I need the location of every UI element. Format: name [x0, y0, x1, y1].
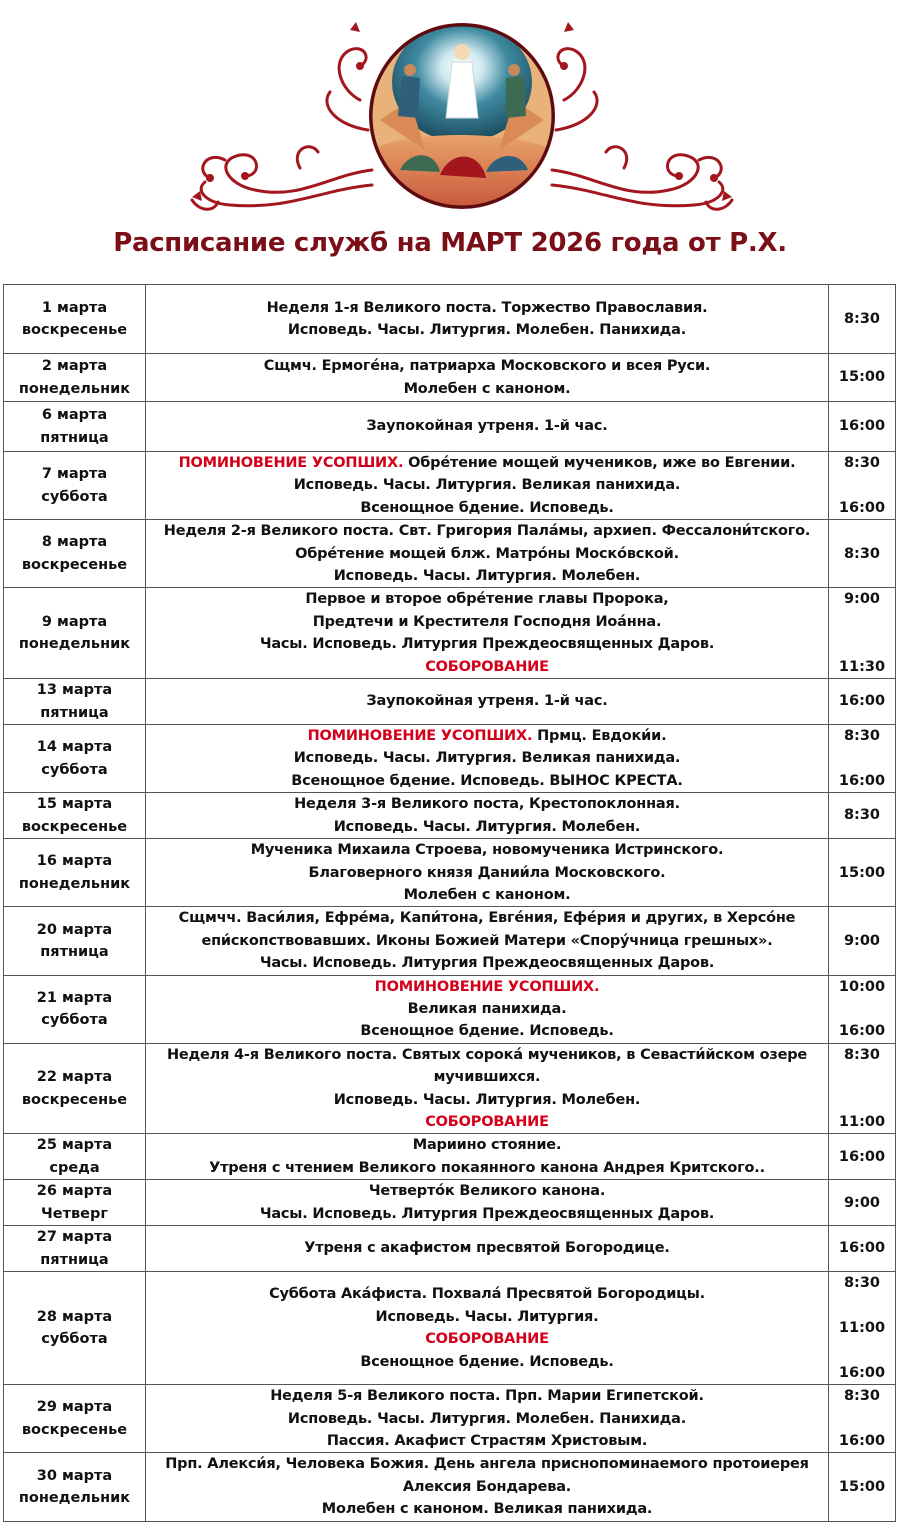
time-cell [829, 1043, 896, 1134]
time-text: 8:30 [843, 310, 881, 327]
service-text: Исповедь. Часы. Литургия. Молебен. Панихида. [287, 1410, 687, 1427]
service-text: Всенощное бдение. Исповедь. [360, 499, 614, 516]
schedule-row [4, 793, 896, 839]
weekday-text: суббота [41, 488, 108, 505]
service-line [146, 588, 828, 610]
time-cell [829, 1134, 896, 1180]
date-cell [4, 679, 146, 725]
time-text: 16:00 [838, 1240, 886, 1257]
service-line [146, 907, 828, 929]
time-cell [829, 975, 896, 1043]
date-text: 21 марта [36, 989, 113, 1006]
service-line [146, 998, 828, 1020]
date-text: 13 марта [36, 682, 113, 699]
service-line [146, 1408, 828, 1430]
time-text [829, 747, 895, 769]
service-text: Молебен с каноном. [403, 380, 571, 397]
service-line [146, 839, 828, 861]
service-line [146, 378, 828, 400]
service-text: Мариино стояние. [412, 1137, 562, 1154]
service-line [146, 1044, 828, 1066]
time-cell [829, 1453, 896, 1521]
service-line [146, 415, 828, 437]
time-text [829, 1295, 895, 1317]
time-text [829, 998, 895, 1020]
date-cell [4, 1385, 146, 1453]
service-text: Алексия Бондарева. [402, 1478, 572, 1495]
highlight-text: СОБОРОВАНИЕ [425, 1331, 549, 1348]
time-text: 16:00 [838, 1364, 886, 1381]
weekday-text: воскресенье [21, 818, 128, 835]
service-line [146, 862, 828, 884]
service-text: Предтечи и Крестителя Господня Иоáнна. [312, 613, 662, 630]
weekday-text: воскресенье [21, 556, 128, 573]
weekday-text: суббота [41, 1012, 108, 1029]
time-text [829, 1408, 895, 1430]
service-text: Обрéтение мощей блж. Матрóны Москóвской. [295, 545, 679, 562]
date-text: 27 марта [36, 1229, 113, 1246]
weekday-text: воскресенье [21, 1421, 128, 1438]
weekday-text: суббота [41, 761, 108, 778]
service-line [146, 1498, 828, 1520]
service-text: Исповедь. Часы. Литургия. Молебен. [333, 818, 641, 835]
time-text: 16:00 [838, 1432, 886, 1449]
service-description [146, 679, 829, 725]
service-line [146, 1157, 828, 1179]
schedule-row [4, 725, 896, 793]
service-text: Первое и второе обрéтение главы Пророка, [305, 591, 669, 608]
service-text: Всенощное бдение. Исповедь. ВЫНОС КРЕСТА. [291, 772, 683, 789]
service-description [146, 402, 829, 452]
date-cell [4, 452, 146, 520]
header [0, 0, 900, 282]
service-description [146, 839, 829, 907]
date-text: 8 марта [41, 534, 108, 551]
service-text: Молебен с каноном. [403, 886, 571, 903]
schedule-row [4, 1453, 896, 1521]
scroll-ornament-left-icon [192, 49, 372, 210]
time-text: 15:00 [838, 864, 886, 881]
date-text: 22 марта [36, 1069, 113, 1086]
date-text: 25 марта [36, 1137, 113, 1154]
schedule-body [4, 285, 896, 1522]
time-text: 9:00 [843, 1194, 881, 1211]
service-line [146, 1283, 828, 1305]
time-cell [829, 1272, 896, 1385]
service-text: Неделя 4-я Великого поста. Святых сорокá мучеников, в Севасти́йском озере [166, 1046, 808, 1063]
time-cell [829, 402, 896, 452]
service-text: Исповедь. Часы. Литургия. [375, 1308, 599, 1325]
service-description [146, 354, 829, 402]
weekday-text: пятница [40, 943, 109, 960]
weekday-text: воскресенье [21, 322, 128, 338]
service-description [146, 1180, 829, 1226]
highlight-text: ПОМИНОВЕНИЕ УСОПШИХ. [307, 728, 533, 745]
icon-ornament-header [0, 0, 900, 230]
service-description [146, 907, 829, 975]
highlight-text: ПОМИНОВЕНИЕ УСОПШИХ. [374, 978, 600, 995]
time-text: 8:30 [843, 545, 881, 562]
time-text: 9:00 [843, 932, 881, 949]
service-line [146, 1066, 828, 1088]
date-cell [4, 1453, 146, 1521]
date-text: 14 марта [36, 739, 113, 756]
service-text: Великая панихида. [407, 1000, 567, 1017]
date-text: 20 марта [36, 921, 113, 938]
service-description [146, 452, 829, 520]
service-line [146, 656, 828, 678]
service-text: Обрéтение мощей мучеников, иже во Евгении. [403, 455, 796, 471]
date-cell [4, 793, 146, 839]
date-text: 28 марта [36, 1308, 113, 1325]
schedule-row [4, 1272, 896, 1385]
schedule-row [4, 679, 896, 725]
service-text: Неделя 1-я Великого поста. Торжество Православия. [266, 299, 708, 316]
weekday-text: воскресенье [21, 1091, 128, 1108]
service-text: Сщмч. Ермогéна, патриарха Московского и всея Руси. [263, 358, 711, 375]
date-cell [4, 354, 146, 402]
schedule-row [4, 839, 896, 907]
time-text: 16:00 [838, 499, 886, 516]
service-line [146, 319, 828, 341]
service-description [146, 1453, 829, 1521]
service-line [146, 355, 828, 377]
service-line [146, 297, 828, 319]
time-cell [829, 793, 896, 839]
date-cell [4, 1226, 146, 1272]
service-line [146, 690, 828, 712]
service-line [146, 543, 828, 565]
date-cell [4, 1134, 146, 1180]
date-text: 6 марта [41, 407, 108, 424]
time-text: 15:00 [838, 369, 886, 386]
time-text [829, 1339, 895, 1361]
service-line [146, 884, 828, 906]
date-cell [4, 975, 146, 1043]
service-line [146, 1089, 828, 1111]
service-text: Всенощное бдение. Исповедь. [360, 1353, 614, 1370]
time-text: 8:30 [843, 1388, 881, 1405]
date-cell [4, 1180, 146, 1226]
service-text: мучившихся. [433, 1069, 541, 1086]
weekday-text: пятница [40, 704, 109, 721]
service-line [146, 952, 828, 974]
service-line [146, 1453, 828, 1475]
service-description [146, 1385, 829, 1453]
service-text: Исповедь. Часы. Литургия. Молебен. [333, 1091, 641, 1108]
service-text: Четвертóк Великого канона. [368, 1183, 606, 1200]
time-cell [829, 839, 896, 907]
service-line [146, 1237, 828, 1259]
service-line [146, 1020, 828, 1042]
time-cell [829, 588, 896, 679]
service-description [146, 520, 829, 588]
time-text: 9:00 [843, 591, 881, 608]
service-line [146, 1430, 828, 1452]
schedule-row [4, 907, 896, 975]
date-text: 1 марта [41, 299, 108, 316]
weekday-text: пятница [40, 1251, 109, 1268]
service-text: Мученика Михаила Строева, новомученика Истринского. [250, 842, 724, 859]
time-text [829, 633, 895, 655]
schedule-row [4, 452, 896, 520]
schedule-row [4, 1385, 896, 1453]
service-text: Суббота Акáфиста. Похвалá Пресвятой Богородицы. [269, 1286, 705, 1303]
service-line [146, 1306, 828, 1328]
service-line [146, 793, 828, 815]
service-text: Всенощное бдение. Исповедь. [360, 1023, 614, 1040]
weekday-text: среда [49, 1159, 100, 1176]
date-cell [4, 588, 146, 679]
service-description [146, 285, 829, 354]
schedule-row [4, 1226, 896, 1272]
weekday-text: понедельник [18, 380, 131, 397]
schedule-row [4, 1180, 896, 1226]
time-text: 11:00 [838, 1319, 886, 1336]
service-text: Сщмчч. Васи́лия, Ефрéма, Капи́тона, Евгéния, Ефéрия и других, в Херсóне [178, 910, 796, 927]
service-description [146, 725, 829, 793]
time-text: 16:00 [838, 1148, 886, 1165]
service-line [146, 770, 828, 792]
service-description [146, 1226, 829, 1272]
schedule-row [4, 402, 896, 452]
service-line [146, 747, 828, 769]
time-cell [829, 1385, 896, 1453]
weekday-text: пятница [40, 429, 109, 446]
transfiguration-icon [369, 22, 555, 210]
date-cell [4, 907, 146, 975]
time-text: 11:00 [838, 1113, 886, 1130]
service-text: Исповедь. Часы. Литургия. Великая панихида. [293, 477, 681, 494]
weekday-text: Четверг [41, 1205, 108, 1222]
time-text: 8:30 [843, 1046, 881, 1063]
time-cell [829, 452, 896, 520]
highlight-text: ПОМИНОВЕНИЕ УСОПШИХ. [178, 455, 404, 471]
schedule-row [4, 285, 896, 354]
service-text: Часы. Исповедь. Литургия Преждеосвященных Даров. [259, 955, 715, 972]
time-cell [829, 679, 896, 725]
time-text: 15:00 [838, 1478, 886, 1495]
date-cell [4, 1272, 146, 1385]
service-text: Благоверного князя Дании́ла Московского. [308, 864, 666, 881]
date-cell [4, 520, 146, 588]
service-description [146, 588, 829, 679]
schedule-row [4, 520, 896, 588]
service-line [146, 565, 828, 587]
service-line [146, 725, 828, 747]
weekday-text: понедельник [18, 636, 131, 653]
time-text [829, 474, 895, 496]
scroll-dots-left-icon [192, 22, 364, 201]
scroll-dots-right-icon [560, 22, 732, 201]
date-text: 2 марта [41, 358, 108, 375]
service-description [146, 793, 829, 839]
service-description [146, 1043, 829, 1134]
service-text: Заупокойная утреня. 1-й час. [366, 418, 608, 435]
time-text: 8:30 [843, 455, 881, 472]
service-text: Неделя 3-я Великого поста, Крестопоклонная. [294, 796, 680, 813]
schedule-table [3, 284, 896, 1522]
time-cell [829, 907, 896, 975]
time-cell [829, 1180, 896, 1226]
service-description [146, 1272, 829, 1385]
time-cell [829, 520, 896, 588]
date-text: 9 марта [41, 613, 108, 630]
schedule-row [4, 975, 896, 1043]
time-text: 11:30 [838, 658, 886, 675]
service-text: Прп. Алекси́я, Человека Божия. День ангела приснопоминаемого протоиерея [165, 1456, 809, 1473]
service-line [146, 497, 828, 519]
service-line [146, 816, 828, 838]
date-cell [4, 839, 146, 907]
scroll-ornament-right-icon [552, 49, 732, 210]
highlight-text: СОБОРОВАНИЕ [425, 658, 549, 675]
service-line [146, 474, 828, 496]
date-cell [4, 1043, 146, 1134]
time-text: 16:00 [838, 693, 886, 710]
service-text: Прмц. Евдоки́и. [532, 728, 667, 745]
service-line [146, 976, 828, 998]
time-cell [829, 725, 896, 793]
service-text: Неделя 5-я Великого поста. Прп. Марии Египетской. [270, 1388, 704, 1405]
service-line [146, 1180, 828, 1202]
service-text: Пассия. Акафист Страстям Христовым. [326, 1432, 648, 1449]
weekday-text: понедельник [18, 875, 131, 892]
time-text: 16:00 [838, 1023, 886, 1040]
time-text [829, 1089, 895, 1111]
schedule-row [4, 588, 896, 679]
service-description [146, 975, 829, 1043]
service-line [146, 452, 828, 474]
service-description [146, 1134, 829, 1180]
time-text: 16:00 [838, 772, 886, 789]
time-text: 10:00 [838, 978, 886, 995]
date-cell [4, 402, 146, 452]
service-text: Исповедь. Часы. Литургия. Великая панихида. [293, 750, 681, 767]
date-cell [4, 285, 146, 354]
time-text [829, 1066, 895, 1088]
weekday-text: суббота [41, 1331, 108, 1348]
service-line [146, 1111, 828, 1133]
date-text: 30 марта [36, 1467, 113, 1484]
service-line [146, 520, 828, 542]
date-text: 15 марта [36, 796, 113, 813]
service-text: Утреня с акафистом пресвятой Богородице. [304, 1240, 670, 1257]
service-line [146, 1328, 828, 1350]
service-text: Неделя 2-я Великого поста. Свт. Григория Палáмы, архиеп. Фессалони́тского. [163, 523, 811, 540]
schedule-row [4, 354, 896, 402]
service-line [146, 1134, 828, 1156]
service-text: Молебен с каноном. Великая панихида. [321, 1501, 653, 1518]
date-text: 26 марта [36, 1183, 113, 1200]
date-cell [4, 725, 146, 793]
time-cell [829, 285, 896, 354]
time-text: 8:30 [843, 728, 881, 745]
weekday-text: понедельник [18, 1489, 131, 1506]
date-text: 29 марта [36, 1399, 113, 1416]
service-text: Заупокойная утреня. 1-й час. [366, 693, 608, 710]
time-cell [829, 354, 896, 402]
schedule-row [4, 1043, 896, 1134]
service-line [146, 633, 828, 655]
time-cell [829, 1226, 896, 1272]
service-text: Часы. Исповедь. Литургия Преждеосвященных Даров. [259, 1205, 715, 1222]
schedule-row [4, 1134, 896, 1180]
highlight-text: СОБОРОВАНИЕ [425, 1113, 549, 1130]
service-text: епи́скопствовавших. Иконы Божией Матери «Спору́чница грешных». [201, 932, 773, 949]
time-text [829, 611, 895, 633]
service-text: Исповедь. Часы. Литургия. Молебен. Панихида. [287, 322, 687, 338]
service-line [146, 930, 828, 952]
time-text: 8:30 [843, 807, 881, 824]
service-line [146, 1385, 828, 1407]
service-text: Часы. Исповедь. Литургия Преждеосвященных Даров. [259, 636, 715, 653]
date-text: 7 марта [41, 466, 108, 483]
time-text: 16:00 [838, 418, 886, 435]
service-line [146, 1476, 828, 1498]
page-title: Расписание служб на МАРТ 2026 года от Р.Х. [113, 228, 787, 258]
service-text: Утреня с чтением Великого покаянного канона Андрея Критского.. [209, 1159, 765, 1176]
date-text: 16 марта [36, 853, 113, 870]
service-line [146, 1351, 828, 1373]
service-line [146, 611, 828, 633]
service-text: Исповедь. Часы. Литургия. Молебен. [333, 568, 641, 585]
service-line [146, 1203, 828, 1225]
time-text: 8:30 [843, 1275, 881, 1292]
